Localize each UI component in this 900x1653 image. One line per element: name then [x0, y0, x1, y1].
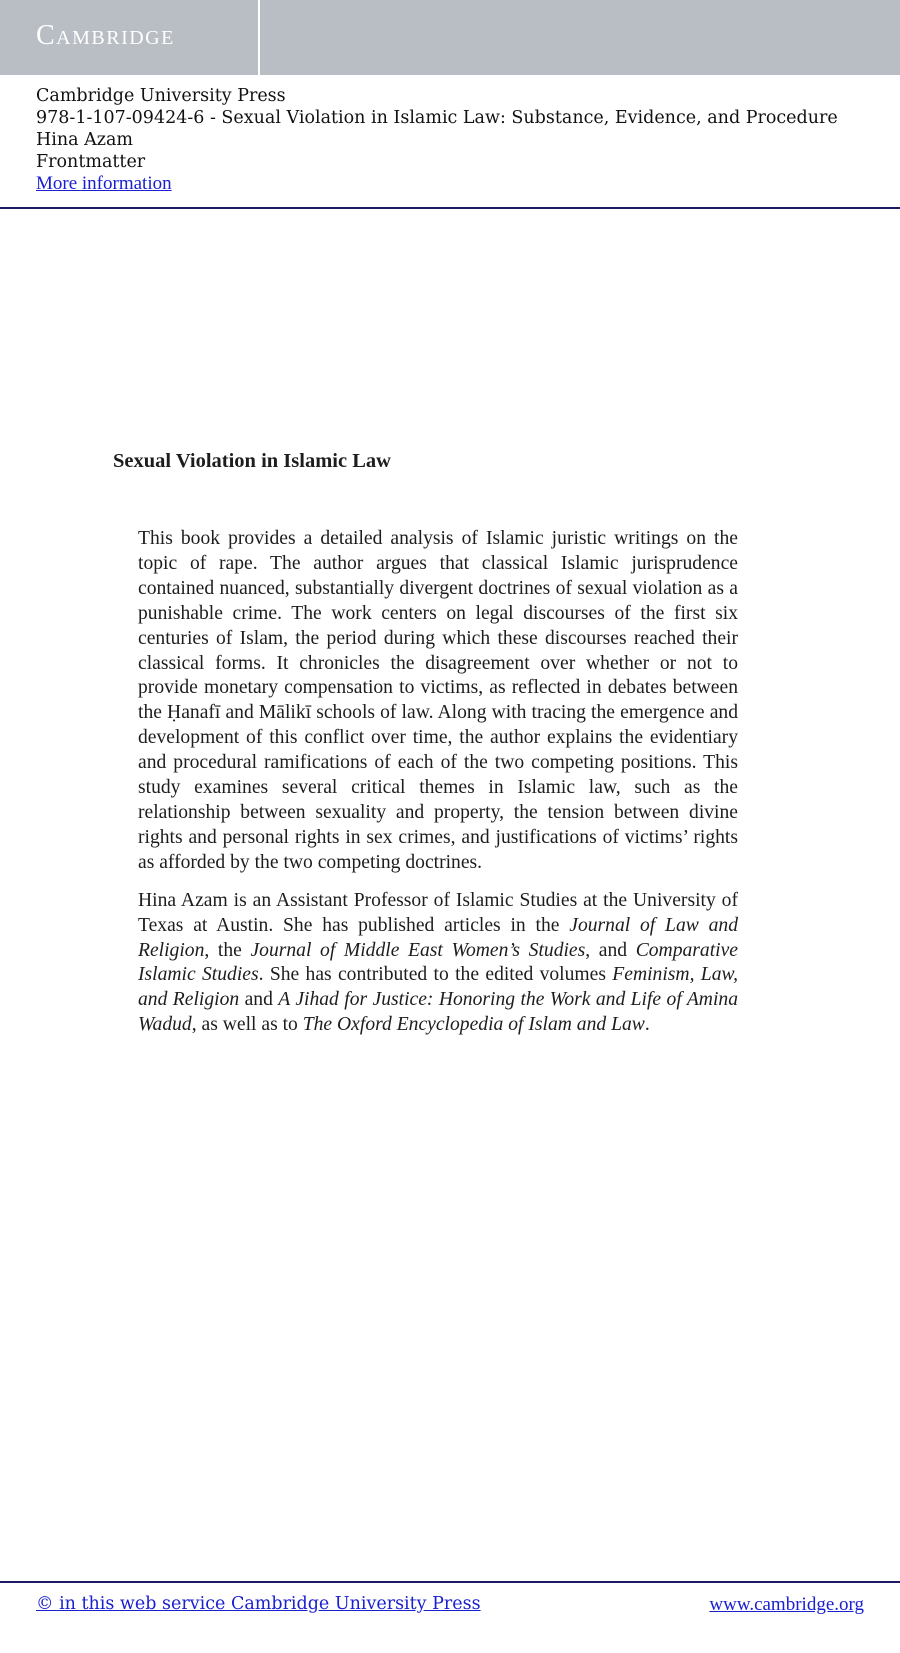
- bio-text: . She has contributed to the edited volumes: [258, 964, 613, 986]
- abstract-paragraph: This book provides a detailed analysis of Islamic juristic writings on the topic of rape. The author argues that classical Islamic jurisprudence contained nuanced, substantially divergent doctrines of sexual violation as a punishable crime. The work centers on legal discourses of the first six centuries of Islam, the period during which these discourses reached their classical forms. It chronicles the disagreement over whether or not to provide monetary compensation to victims, as reflected in debates between the Ḥanafī and Mālikī schools of law. Along with tracing the emergence and development of this conflict over time, the author explains the evidentiary and procedural ramifications of each of the two competing positions. This study examines several critical themes in Islamic law, such as the relationship between sexuality and property, the tension between divine rights and personal rights in sex crimes, and justifications of victims’ rights as afforded by the two competing doctrines.: [138, 528, 738, 873]
- author-name: Hina Azam: [36, 130, 134, 150]
- more-information-link[interactable]: More information: [36, 173, 172, 194]
- bio-text: .: [644, 1014, 650, 1036]
- book-title: Sexual Violation in Islamic Law: [113, 450, 391, 472]
- author-bio-paragraph: [138, 889, 738, 1038]
- bio-text: and: [239, 989, 279, 1011]
- section-name: Frontmatter: [36, 152, 146, 172]
- bio-text: , and: [585, 939, 636, 961]
- bio-text: , the: [204, 939, 251, 961]
- book-metadata: [36, 85, 876, 195]
- bio-italic-title: Feminism, Law, and Religion: [138, 964, 739, 1011]
- bio-text: , as well as to: [191, 1014, 303, 1036]
- banner-divider: [258, 0, 260, 75]
- bio-italic-title: The Oxford Encyclopedia of Islam and Law: [302, 1014, 645, 1036]
- cambridge-banner: [0, 0, 900, 75]
- footer-rule: [0, 1581, 900, 1583]
- copyright-link[interactable]: © in this web service Cambridge University Press: [36, 1594, 481, 1614]
- page-content: [138, 527, 738, 1038]
- header-rule: [0, 207, 900, 209]
- bio-italic-title: A Jihad for Justice: Honoring the Work and Life of Amina Wadud: [138, 989, 738, 1036]
- bio-italic-title: Comparative Islamic Studies: [138, 939, 738, 986]
- bio-text: Hina Azam is an Assistant Professor of Islamic Studies at the University of Texas at Austin. She has published articles in the: [138, 889, 738, 936]
- bio-italic-title: Journal of Middle East Women’s Studies: [250, 939, 586, 961]
- bio-italic-title: Journal of Law and Religion: [138, 914, 739, 961]
- publisher-name: Cambridge University Press: [36, 86, 286, 106]
- isbn-title: 978-1-107-09424-6 - Sexual Violation in Islamic Law: Substance, Evidence, and Procedure: [36, 108, 838, 128]
- cambridge-site-link[interactable]: www.cambridge.org: [709, 1594, 864, 1615]
- cambridge-logo[interactable]: Cambridge: [36, 20, 175, 51]
